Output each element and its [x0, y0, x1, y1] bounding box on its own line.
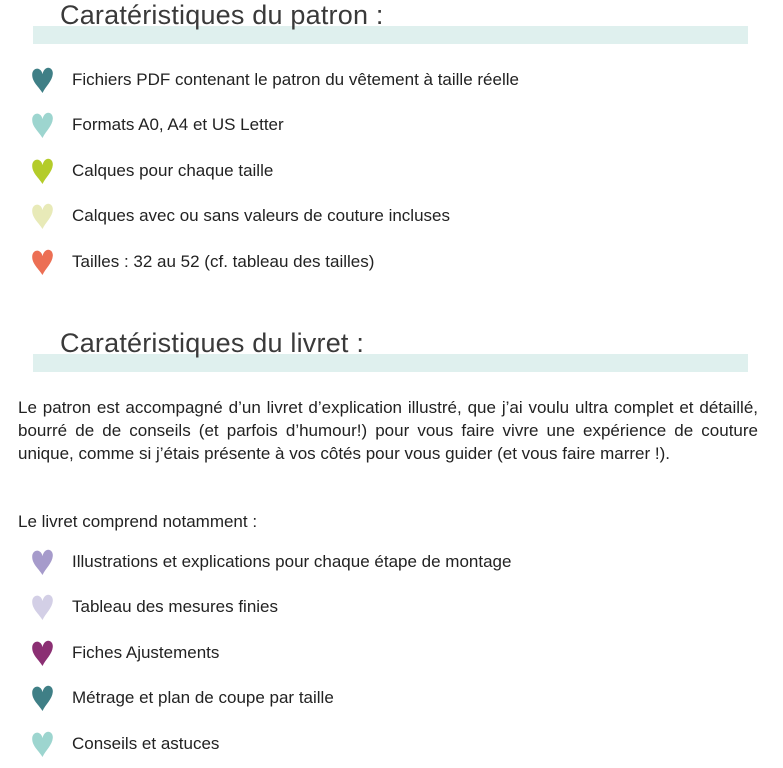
list-item — [30, 148, 519, 194]
heart-icon — [30, 593, 55, 621]
list-item — [30, 585, 511, 631]
heart-icon — [30, 157, 55, 185]
booklet-features-list — [30, 539, 511, 767]
list-item — [30, 630, 511, 676]
booklet-list-lead: Le livret comprend notamment : — [18, 512, 258, 531]
list-item-label: Métrage et plan de coupe par taille — [72, 688, 334, 708]
list-item — [30, 239, 519, 285]
pattern-section-header — [33, 0, 748, 44]
heart-icon — [30, 248, 55, 276]
booklet-section-title: Caratéristiques du livret : — [60, 328, 365, 358]
list-item — [30, 57, 519, 103]
booklet-description: Le patron est accompagné d’un livret d’explication illustré, que j’ai voulu ultra complet et détaillé, bourré de de conseils (et parfois d’humour!) pour vous faire vivre une expérience de couture unique, comme si j’étais présente à vos côtés pour vous guider (et vous faire marrer !). — [18, 398, 758, 463]
list-item-label: Fiches Ajustements — [72, 642, 220, 662]
list-item — [30, 721, 511, 767]
list-item-label: Tailles : 32 au 52 (cf. tableau des tailles) — [72, 251, 375, 271]
booklet-section-header — [33, 326, 748, 372]
heart-icon — [30, 111, 55, 139]
list-item-label: Calques avec ou sans valeurs de couture incluses — [72, 206, 450, 226]
list-item-label: Conseils et astuces — [72, 733, 220, 753]
list-item — [30, 676, 511, 722]
heart-icon — [30, 548, 55, 576]
heart-icon — [30, 202, 55, 230]
list-item-label: Fichiers PDF contenant le patron du vêtement à taille réelle — [72, 69, 519, 89]
list-item — [30, 103, 519, 149]
list-item — [30, 194, 519, 240]
heart-icon — [30, 730, 55, 758]
list-item-label: Formats A0, A4 et US Letter — [72, 115, 284, 135]
heart-icon — [30, 66, 55, 94]
list-item — [30, 539, 511, 585]
list-item-label: Tableau des mesures finies — [72, 597, 279, 617]
list-item-label: Calques pour chaque taille — [72, 160, 274, 180]
heart-icon — [30, 639, 55, 667]
heart-icon — [30, 684, 55, 712]
pattern-section-title: Caratéristiques du patron : — [60, 0, 384, 30]
list-item-label: Illustrations et explications pour chaque étape de montage — [72, 551, 512, 571]
pattern-features-list — [30, 57, 519, 285]
